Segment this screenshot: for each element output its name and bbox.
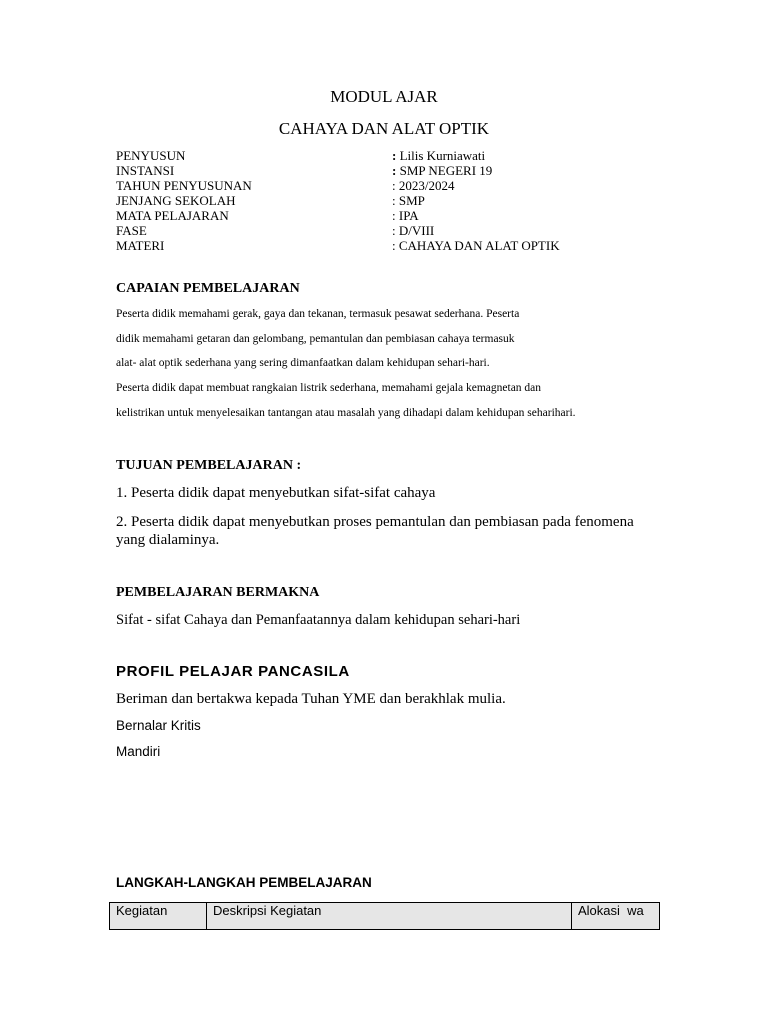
capaian-line: Peserta didik memahami gerak, gaya dan tekanan, termasuk pesawat sederhana. Peserta bbox=[116, 308, 520, 320]
info-value-instansi: : SMP NEGERI 19 bbox=[392, 163, 493, 178]
capaian-line: Peserta didik dapat membuat rangkaian listrik sederhana, memahami gejala kemagnetan dan bbox=[116, 382, 542, 394]
column-header-deskripsi: Deskripsi Kegiatan bbox=[207, 903, 572, 930]
info-label-tahun: TAHUN PENYUSUNAN bbox=[116, 178, 252, 193]
profil-heading: PROFIL PELAJAR PANCASILA bbox=[116, 663, 350, 680]
column-header-kegiatan: Kegiatan bbox=[110, 903, 207, 930]
info-value-penyusun: : Lilis Kurniawati bbox=[392, 148, 486, 163]
profil-item-bernalar: Bernalar Kritis bbox=[116, 718, 201, 733]
bermakna-text: Sifat - sifat Cahaya dan Pemanfaatannya dalam kehidupan sehari-hari bbox=[116, 612, 521, 628]
tujuan-heading: TUJUAN PEMBELAJARAN : bbox=[116, 458, 302, 473]
langkah-heading: LANGKAH-LANGKAH PEMBELAJARAN bbox=[116, 875, 372, 890]
info-value-jenjang: : SMP bbox=[392, 193, 425, 208]
info-value-materi: : CAHAYA DAN ALAT OPTIK bbox=[392, 238, 560, 253]
profil-item-beriman: Beriman dan bertakwa kepada Tuhan YME dan berakhlak mulia. bbox=[116, 691, 506, 707]
info-label-mapel: MATA PELAJARAN bbox=[116, 208, 229, 223]
info-value-fase: : D/VIII bbox=[392, 223, 435, 238]
info-label-fase: FASE bbox=[116, 223, 147, 238]
capaian-line: kelistrikan untuk menyelesaikan tantangan atau masalah yang dihadapi dalam kehidupan seharihari. bbox=[116, 407, 576, 419]
info-label-penyusun: PENYUSUN bbox=[116, 148, 186, 163]
column-header-alokasi: Alokasi wa bbox=[572, 903, 660, 930]
table-header-row bbox=[110, 903, 660, 930]
capaian-line: didik memahami getaran dan gelombang, pemantulan dan pembiasan cahaya termasuk bbox=[116, 333, 515, 345]
document-subtitle: CAHAYA DAN ALAT OPTIK bbox=[278, 119, 490, 138]
profil-item-mandiri: Mandiri bbox=[116, 744, 161, 759]
tujuan-item-2: 2. Peserta didik dapat menyebutkan proses pemantulan dan pembiasan pada fenomena yang dialaminya. bbox=[116, 514, 634, 548]
document-title: MODUL AJAR bbox=[330, 87, 438, 106]
info-label-jenjang: JENJANG SEKOLAH bbox=[116, 193, 236, 208]
tujuan-item-1: 1. Peserta didik dapat menyebutkan sifat-sifat cahaya bbox=[116, 485, 436, 501]
info-value-tahun: : 2023/2024 bbox=[392, 178, 455, 193]
bermakna-heading: PEMBELAJARAN BERMAKNA bbox=[116, 585, 320, 600]
capaian-line: alat- alat optik sederhana yang sering dimanfaatkan dalam kehidupan sehari-hari. bbox=[116, 357, 490, 369]
info-label-instansi: INSTANSI bbox=[116, 163, 175, 178]
info-value-mapel: : IPA bbox=[392, 208, 419, 223]
info-label-materi: MATERI bbox=[116, 238, 165, 253]
capaian-heading: CAPAIAN PEMBELAJARAN bbox=[116, 281, 300, 296]
langkah-table bbox=[109, 902, 660, 930]
